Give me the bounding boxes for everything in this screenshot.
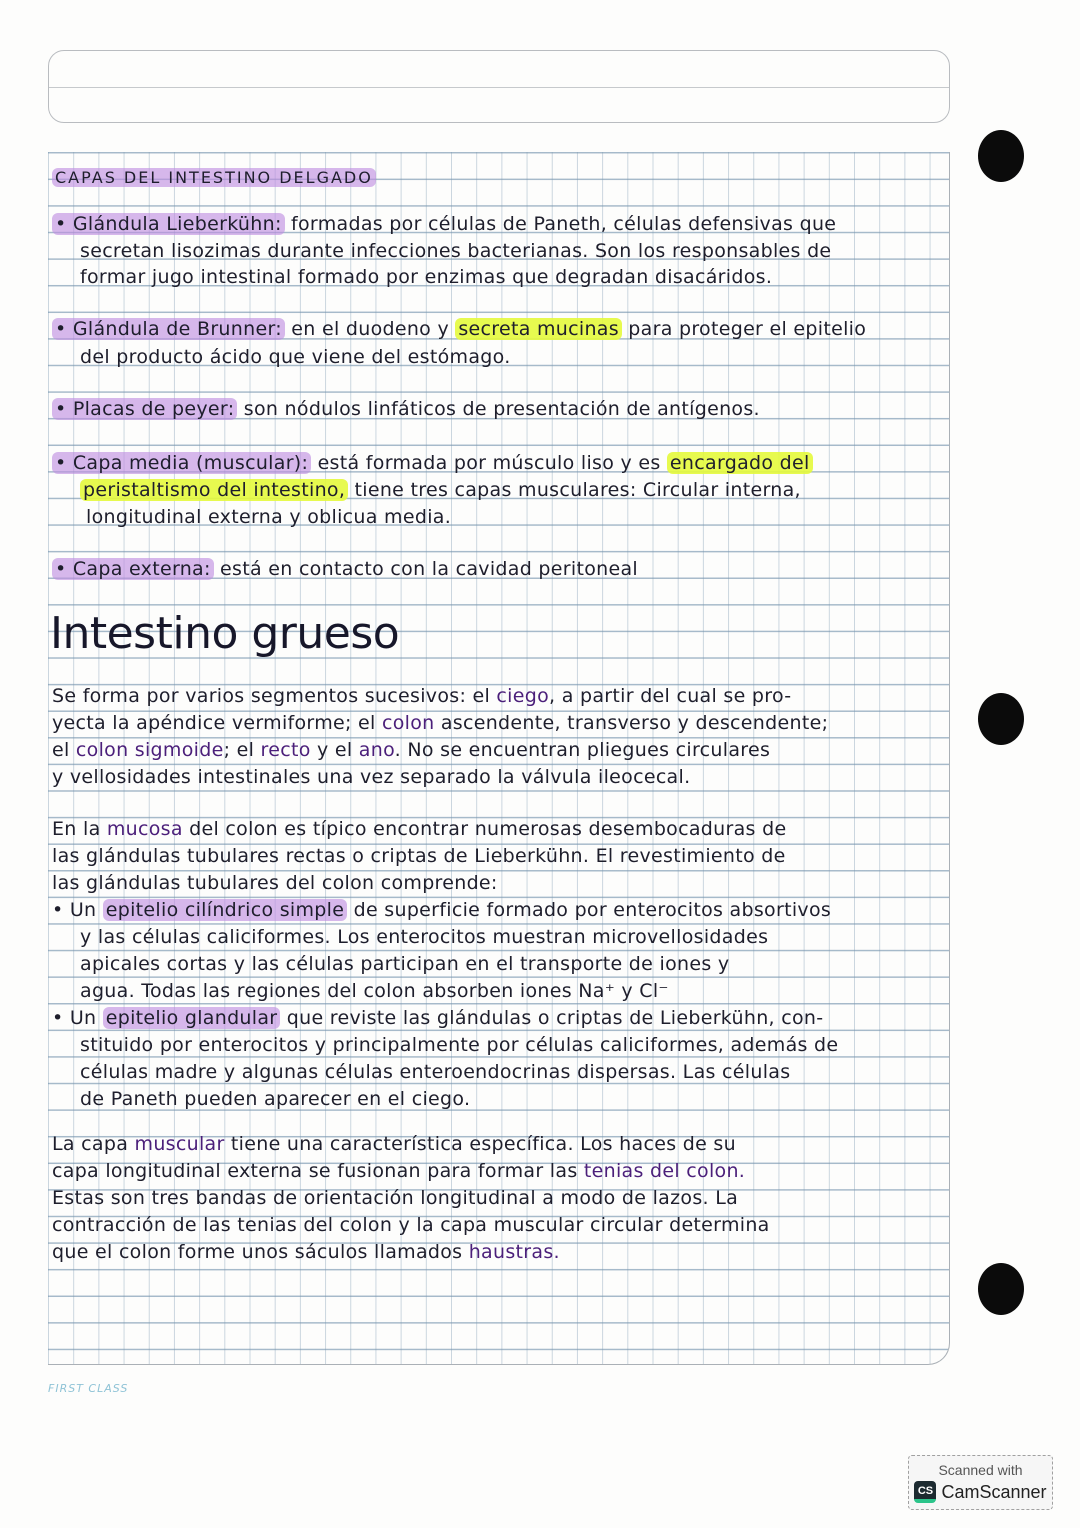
item-text: para proteger el epitelio (621, 318, 867, 340)
term-label: • Placas de peyer: (52, 398, 237, 420)
paragraph-line (52, 818, 786, 840)
watermark-brand: CamScanner (941, 1481, 1047, 1502)
text: que el colon forme unos sáculos llamados (52, 1241, 469, 1263)
highlighted-text: encargado del (667, 452, 813, 474)
item-text: formadas por células de Paneth, células defensivas que (291, 213, 837, 235)
text: que reviste las glándulas o criptas de Lieberkühn, con- (280, 1007, 824, 1029)
paragraph-line: y vellosidades intestinales una vez separado la válvula ileocecal. (52, 766, 691, 788)
list-item (52, 452, 813, 474)
keyword: recto (260, 739, 311, 761)
paragraph-line: las glándulas tubulares rectas o criptas de Lieberkühn. El revestimiento de (52, 845, 786, 867)
item-text: secretan lisozimas durante infecciones bacterianas. Son los responsables de (80, 240, 832, 262)
keyword: haustras. (468, 1241, 560, 1263)
text: La capa (52, 1133, 135, 1155)
camscanner-logo-icon: CS (914, 1481, 936, 1503)
paragraph-line (52, 1133, 736, 1155)
list-item (52, 398, 760, 420)
paper-brand-label: FIRST CLASS (48, 1382, 129, 1395)
list-item (52, 213, 836, 235)
keyword: mucosa (106, 818, 183, 840)
term-label: • Capa media (muscular): (52, 452, 311, 474)
list-item (52, 558, 638, 580)
paragraph-line: Estas son tres bandas de orientación longitudinal a modo de lazos. La (52, 1187, 739, 1209)
binder-hole-icon (978, 693, 1024, 745)
keyword: ano (358, 739, 395, 761)
paragraph-line: apicales cortas y las células participan en el transporte de iones y (80, 953, 730, 975)
keyword: colon sigmoide (75, 739, 224, 761)
paragraph-line: las glándulas tubulares del colon comprende: (52, 872, 498, 894)
text: tiene una característica específica. Los haces de su (224, 1133, 736, 1155)
camscanner-watermark (908, 1455, 1053, 1510)
watermark-caption: Scanned with (938, 1462, 1023, 1478)
binder-hole-icon (978, 130, 1024, 182)
text: capa longitudinal externa se fusionan para formar las (52, 1160, 584, 1182)
binder-hole-icon (978, 1263, 1024, 1315)
text: ; el (223, 739, 261, 761)
text: y el (310, 739, 359, 761)
keyword: muscular (134, 1133, 225, 1155)
item-text: formar jugo intestinal formado por enzimas que degradan disacáridos. (80, 266, 773, 288)
text: En la (52, 818, 107, 840)
text: el (52, 739, 76, 761)
text: de superficie formado por enterocitos absortivos (347, 899, 832, 921)
section-heading-text: CAPAS DEL INTESTINO DELGADO (52, 168, 376, 187)
keyword: tenias del colon. (583, 1160, 746, 1182)
paragraph-line: células madre y algunas células enteroendocrinas dispersas. Las células (80, 1061, 791, 1083)
paragraph-line (52, 1160, 745, 1182)
paragraph-line (52, 685, 791, 707)
header-divider (49, 87, 949, 88)
notebook-header-box (48, 50, 950, 123)
paragraph-line: stituido por enterocitos y principalmente por células caliciformes, además de (80, 1034, 839, 1056)
paragraph-line (52, 739, 770, 761)
highlighted-text: secreta mucinas (455, 318, 622, 340)
paragraph-line: contracción de las tenias del colon y la capa muscular circular determina (52, 1214, 770, 1236)
paragraph-line: agua. Todas las regiones del colon absorben iones Na⁺ y Cl⁻ (80, 980, 669, 1002)
highlighted-text: peristaltismo del intestino, (80, 479, 348, 501)
term-label: • Glándula Lieberkühn: (52, 213, 285, 235)
text: . No se encuentran pliegues circulares (394, 739, 771, 761)
paragraph-line (52, 1241, 560, 1263)
list-item (52, 1007, 823, 1029)
item-text: del producto ácido que viene del estómago. (80, 346, 511, 368)
item-text: tiene tres capas musculares: Circular interna, (348, 479, 801, 501)
bullet: • Un (52, 899, 103, 921)
item-text: longitudinal externa y oblicua media. (86, 506, 452, 528)
term-label: • Glándula de Brunner: (52, 318, 285, 340)
list-item (52, 899, 831, 921)
item-text: está en contacto con la cavidad peritoneal (220, 558, 639, 580)
text: ascendente, transverso y descendente; (434, 712, 829, 734)
keyword: colon (381, 712, 435, 734)
term-label: • Capa externa: (52, 558, 214, 580)
paragraph-line (52, 712, 828, 734)
bullet: • Un (52, 1007, 103, 1029)
list-item-cont (80, 479, 801, 501)
term-label: epitelio glandular (103, 1007, 281, 1029)
section-heading (52, 168, 376, 187)
list-item (52, 318, 866, 340)
page-title: Intestino grueso (50, 608, 400, 659)
paragraph-line: de Paneth pueden aparecer en el ciego. (80, 1088, 471, 1110)
keyword: ciego (496, 685, 550, 707)
item-text: son nódulos linfáticos de presentación de antígenos. (243, 398, 760, 420)
text: Se forma por varios segmentos sucesivos: el (52, 685, 497, 707)
item-text: está formada por músculo liso y es (317, 452, 667, 474)
text: , a partir del cual se pro- (549, 685, 792, 707)
item-text: en el duodeno y (291, 318, 456, 340)
text: yecta la apéndice vermiforme; el (52, 712, 382, 734)
term-label: epitelio cilíndrico simple (103, 899, 348, 921)
text: del colon es típico encontrar numerosas desembocaduras de (182, 818, 787, 840)
paragraph-line: y las células caliciformes. Los enterocitos muestran microvellosidades (80, 926, 769, 948)
